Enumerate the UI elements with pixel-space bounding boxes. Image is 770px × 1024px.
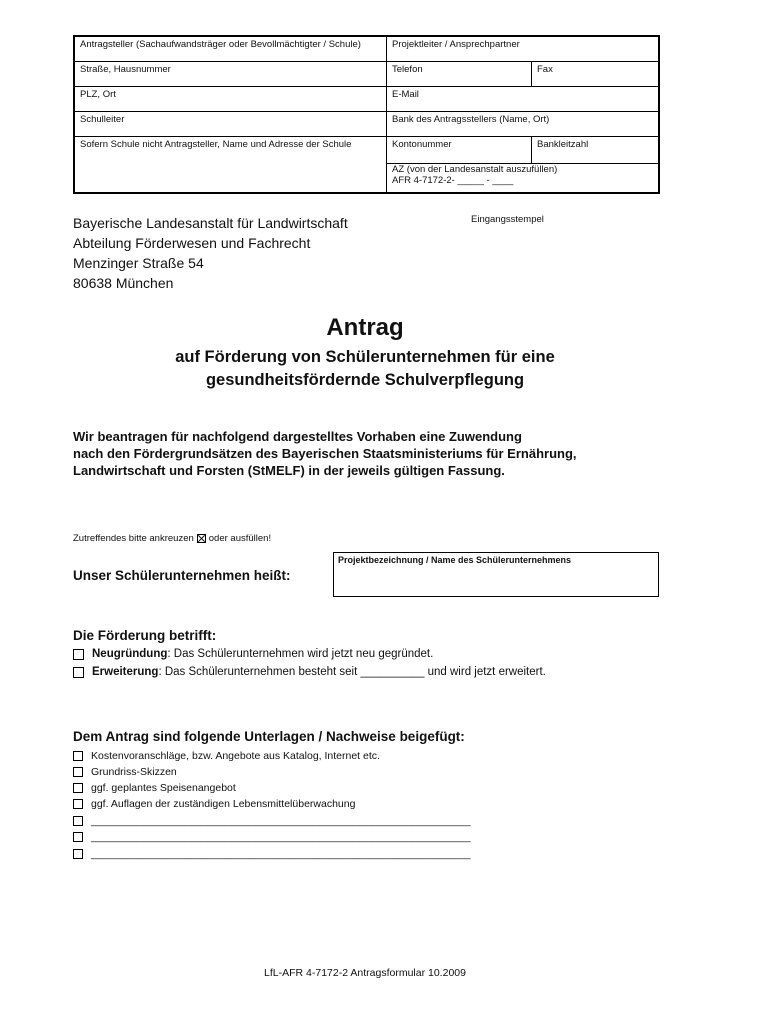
attachment-checkbox[interactable] [73,849,83,859]
attachment-item [73,782,236,794]
header-form-table [73,35,660,194]
attachment-label: Kostenvoranschläge, bzw. Angebote aus Katalog, Internet etc. [91,750,380,762]
applicant-field[interactable]: Antragsteller (Sachaufwandsträger oder Bevollmächtigter / Schule) [75,37,387,61]
address-line: Abteilung Förderwesen und Fachrecht [73,235,311,251]
account-az-group [387,137,658,192]
funding-option-expand [73,666,546,678]
receipt-stamp-label: Eingangsstempel [471,214,544,225]
zip-city-field[interactable]: PLZ, Ort [75,87,387,111]
attachment-blank-line[interactable]: _________________________________________________________________ [91,848,471,860]
address-line: Bayerische Landesanstalt für Landwirtschaft [73,215,348,231]
option-bold: Erweiterung [92,666,159,678]
account-row [387,137,658,164]
az-value: AFR 4-7172-2- _____ - ____ [392,174,514,186]
project-name-input[interactable] [333,552,659,597]
address-line: Menzinger Straße 54 [73,255,204,271]
attachment-checkbox[interactable] [73,832,83,842]
subtitle-line: gesundheitsfördernde Schulverpflegung [205,371,525,389]
attachment-item [73,815,471,827]
email-field[interactable]: E-Mail [392,89,419,100]
intro-line: Landwirtschaft und Forsten (StMELF) in der jeweils gültigen Fassung. [73,463,505,478]
option-label [92,666,546,678]
attachment-item [73,766,177,778]
az-note: AZ (von der Landesanstalt auszufüllen) [392,164,558,175]
attachment-item [73,750,380,762]
checked-box-icon [197,534,206,543]
intro-line: Wir beantragen für nachfolgend dargestelltes Vorhaben eine Zuwendung [73,429,522,444]
attachments-heading: Dem Antrag sind folgende Unterlagen / Nachweise beigefügt: [73,729,465,744]
attachment-checkbox[interactable] [73,783,83,793]
funding-heading: Die Förderung betrifft: [73,628,217,643]
attachment-checkbox[interactable] [73,751,83,761]
hint-text-after: oder ausfüllen! [208,533,272,544]
attachment-blank-line[interactable]: _________________________________________________________________ [91,815,471,827]
school-head-field[interactable]: Schulleiter [75,112,387,136]
bank-code-field[interactable]: Bankleitzahl [537,139,589,150]
attachment-label: Grundriss-Skizzen [91,766,177,778]
page-title: Antrag [326,314,404,341]
option-rest: : Das Schülerunternehmen besteht seit __________ und wird jetzt erweitert. [158,666,546,678]
attachment-label: ggf. geplantes Speisenangebot [91,782,236,794]
form-footer: LfL-AFR 4-7172-2 Antragsformular 10.2009 [264,967,466,979]
address-line: 80638 München [73,275,174,291]
attachment-checkbox[interactable] [73,799,83,809]
bank-field[interactable]: Bank des Antragsstellers (Name, Ort) [392,114,550,125]
fill-hint [73,533,271,544]
expansion-checkbox[interactable] [73,667,84,678]
project-lead-field[interactable]: Projektleiter / Ansprechpartner [392,39,520,50]
attachment-item [73,848,471,860]
attachment-item [73,831,471,843]
row-school-head [75,112,658,137]
page-subtitle [0,346,730,392]
row-zip [75,87,658,112]
az-field [387,164,562,191]
street-field[interactable]: Straße, Hausnummer [75,62,387,86]
subtitle-line: auf Förderung von Schülerunternehmen für eine [175,348,555,366]
attachment-label: ggf. Auflagen der zuständigen Lebensmittelüberwachung [91,798,356,810]
option-bold: Neugründung [92,648,168,660]
attachment-blank-line[interactable]: _________________________________________________________________ [91,831,471,843]
recipient-address [73,213,348,293]
school-address-field[interactable]: Sofern Schule nicht Antragsteller, Name und Adresse der Schule [75,137,387,192]
option-rest: : Das Schülerunternehmen wird jetzt neu gegründet. [167,648,434,660]
attachment-checkbox[interactable] [73,767,83,777]
intro-line: nach den Fördergrundsätzen des Bayerischen Staatsministeriums für Ernährung, [73,446,577,461]
account-number-field[interactable]: Kontonummer [387,137,532,163]
attachment-item [73,798,355,810]
intro-paragraph [73,428,577,479]
hint-text-before: Zutreffendes bitte ankreuzen [73,533,194,544]
row-school [75,137,658,192]
project-box-label: Projektbezeichnung / Name des Schülerunternehmens [338,555,572,565]
option-label [92,648,433,660]
new-founding-checkbox[interactable] [73,649,84,660]
company-name-label: Unser Schülerunternehmen heißt: [73,568,291,583]
phone-field[interactable]: Telefon [387,62,532,86]
fax-field[interactable]: Fax [537,64,553,75]
az-row [387,164,658,191]
funding-option-new [73,648,433,660]
attachment-checkbox[interactable] [73,816,83,826]
row-street [75,62,658,87]
row-applicant [75,37,658,62]
